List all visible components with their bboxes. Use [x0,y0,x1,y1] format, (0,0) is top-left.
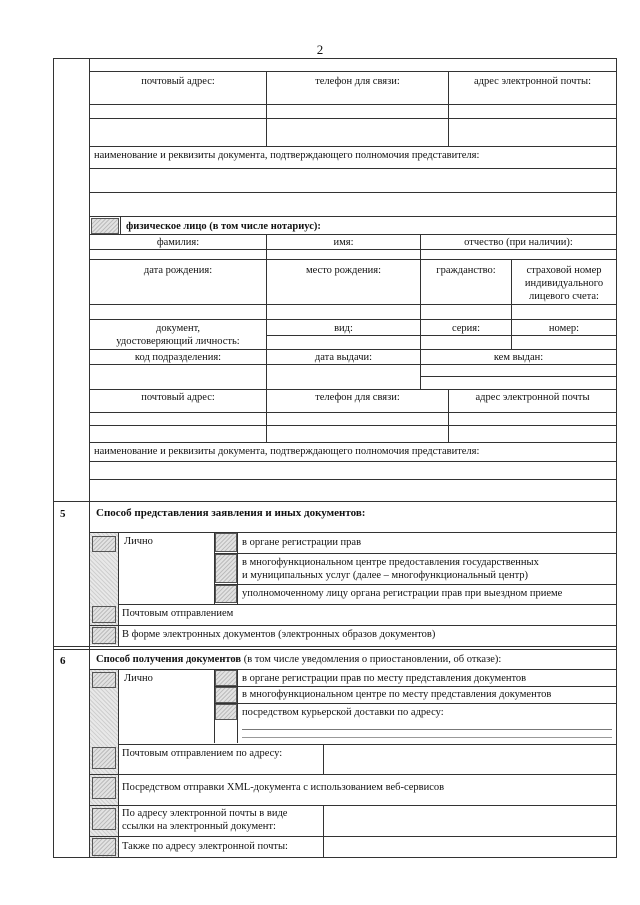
s6-opt1-checkbox[interactable] [215,670,237,686]
s5-opt1-label: в органе регистрации прав [242,537,362,548]
series-label: серия: [451,323,481,334]
s6-opt3-checkbox[interactable] [215,704,237,720]
s6-opt2-label: в многофункциональном центре по месту представления документов [242,689,552,700]
issue-date-label: дата выдачи: [314,352,373,363]
citizenship-label: гражданство: [436,265,496,276]
division-code-label: код подразделения: [134,352,222,363]
section5-title: Способ представления заявления и иных документов: [96,507,366,519]
courier-address-line-1[interactable] [242,729,612,730]
id-doc-label-2: удостоверяющий личность: [116,336,240,347]
id-doc-label-1: документ, [155,323,200,334]
s6-opt2-checkbox[interactable] [215,687,237,703]
s5-opt1-checkbox[interactable] [215,533,237,552]
s6-email-link-checkbox[interactable] [92,808,116,830]
s6-opt3-label: посредством курьерской доставки по адресу: [242,707,444,718]
s5-opt2-label-1: в многофункциональном центре предоставления государственных [242,557,539,568]
s6-mail-label: Почтовым отправлением по адресу: [122,748,283,759]
surname-label: фамилия: [156,237,200,248]
rep-email-label: адрес электронной почты: [473,76,592,87]
page-number: 2 [316,42,324,57]
s5-opt3-checkbox[interactable] [215,585,237,603]
s6-also-email-label: Также по адресу электронной почты: [122,841,288,852]
snils-label-2: индивидуального [524,278,604,289]
courier-address-line-2[interactable] [242,737,612,738]
ind-postal-label: почтовый адрес: [141,392,215,403]
patronymic-label: отчество (при наличии): [464,237,573,248]
rep-postal-label: почтовый адрес: [141,76,215,87]
frame-bottom [53,857,617,858]
section6-title-rest: (в том числе уведомления о приостановлении, об отказе): [241,654,502,665]
s6-email-link-label-1: По адресу электронной почты в виде [122,808,288,819]
s6-email-link-label-2: ссылки на электронный документ: [122,821,276,832]
s5-mail-label: Почтовым отправлением [122,608,234,619]
snils-label-1: страховой номер [526,265,602,276]
doc-type-label: вид: [334,323,353,334]
issued-by-label: кем выдан: [493,352,544,363]
s6-also-email-checkbox[interactable] [92,838,116,856]
section5-number: 5 [60,508,66,520]
ind-rep-doc-label: наименование и реквизиты документа, подтверждающего полномочия представителя: [94,446,480,457]
frame-right [616,58,617,858]
ind-email-label: адрес электронной почты [475,392,590,403]
section6-title [96,654,501,666]
rep-phone-label: телефон для связи: [315,76,400,87]
birth-date-label: дата рождения: [143,265,213,276]
frame-left [53,58,54,858]
birth-place-label: место рождения: [305,265,382,276]
s5-opt3-label: уполномоченному лицу органа регистрации прав при выездном приеме [242,588,563,599]
s5-in-person-checkbox[interactable] [92,536,116,552]
s6-opt1-label: в органе регистрации прав по месту представления документов [242,673,527,684]
name-label: имя: [333,237,354,248]
frame-top [53,58,617,59]
rep-doc-label: наименование и реквизиты документа, подтверждающего полномочия представителя: [94,150,480,161]
s6-xml-checkbox[interactable] [92,777,116,799]
section6-number: 6 [60,655,66,667]
s5-mail-checkbox[interactable] [92,606,116,623]
snils-label-3: лицевого счета: [529,291,599,302]
s5-electronic-checkbox[interactable] [92,627,116,644]
number-label: номер: [548,323,580,334]
ind-phone-label: телефон для связи: [315,392,400,403]
s5-electronic-label: В форме электронных документов (электронных образов документов) [122,629,436,640]
individual-heading: физическое лицо (в том числе нотариус): [126,221,321,232]
s5-opt2-label-2: и муниципальных услуг (далее – многофункциональный центр) [242,570,529,581]
s5-opt2-checkbox[interactable] [215,554,237,583]
individual-checkbox[interactable] [91,218,119,234]
s6-xml-label: Посредством отправки XML-документа с использованием веб-сервисов [122,782,445,793]
s5-in-person-label: Лично [124,536,153,547]
s6-in-person-label: Лично [124,673,153,684]
s6-mail-checkbox[interactable] [92,747,116,769]
section6-title-bold: Способ получения документов [96,654,242,665]
s6-in-person-checkbox[interactable] [92,672,116,688]
